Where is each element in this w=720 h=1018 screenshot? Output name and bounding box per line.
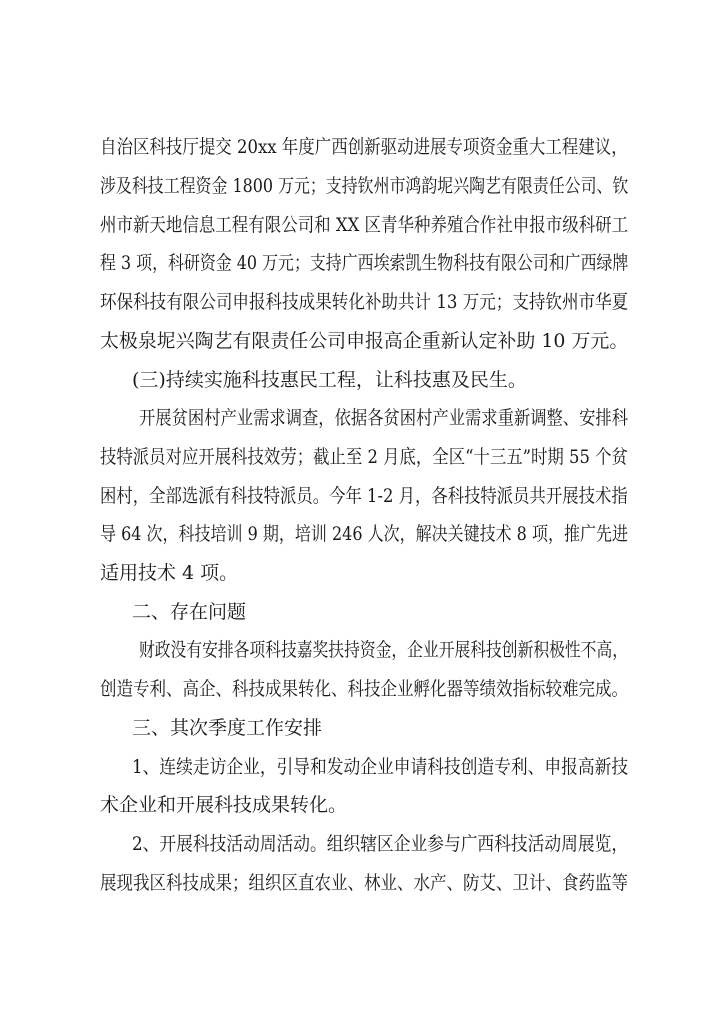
text-line-11: 导 64 次，科技培训 9 期，培训 246 人次，解决关键技术 8 项，推广先进 (100, 523, 628, 545)
section-heading-3: (三)持续实施科技惠民工程，让科技惠及民生。 (132, 369, 527, 391)
text-line-2: 涉及科技工程资金 1800 万元；支持钦州市鸿韵坭兴陶艺有限责任公司、钦 (100, 175, 629, 197)
section-heading-problems: 二、存在问题 (132, 601, 247, 623)
text-line-6: 太极泉坭兴陶艺有限责任公司申报高企重新认定补助 10 万元。 (100, 330, 629, 352)
text-line-10: 困村，全部选派有科技特派员。今年 1-2 月，各科技特派员共开展技术指 (100, 485, 628, 507)
text-line-8: 开展贫困村产业需求调查，依据各贫困村产业需求重新调整、安排科 (139, 407, 629, 429)
text-line-15: 创造专利、高企、科技成果转化、科技企业孵化器等绩效指标较难完成。 (100, 678, 629, 700)
text-line-5: 环保科技有限公司申报科技成果转化补助共计 13 万元；支持钦州市华夏 (100, 291, 629, 313)
text-line-14: 财政没有安排各项科技嘉奖扶持资金，企业开展科技创新积极性不高， (139, 639, 629, 661)
text-line-20: 展现我区科技成果；组织区直农业、林业、水产、防艾、卫计、食药监等 (100, 872, 629, 894)
text-line-12: 适用技术 4 项。 (100, 562, 239, 584)
text-line-4: 程 3 项，科研资金 40 万元；支持广西埃索凯生物科技有限公司和广西绿牌 (100, 252, 629, 274)
text-line-3: 州市新天地信息工程有限公司和 XX 区青华种养殖合作社申报市级科研工 (100, 214, 629, 236)
text-line-9: 技特派员对应开展科技效劳；截止至 2 月底，全区“十三五”时期 55 个贫 (100, 446, 628, 468)
section-heading-plan: 三、其次季度工作安排 (132, 717, 323, 739)
text-line-1: 自治区科技厅提交 20xx 年度广西创新驱动进展专项资金重大工程建议， (100, 136, 628, 158)
text-line-19: 2、开展科技活动周活动。组织辖区企业参与广西科技活动周展览， (132, 833, 629, 855)
text-line-18: 术企业和开展科技成果转化。 (100, 794, 348, 816)
text-line-17: 1、连续走访企业，引导和发动企业申请科技创造专利、申报高新技 (132, 756, 629, 778)
